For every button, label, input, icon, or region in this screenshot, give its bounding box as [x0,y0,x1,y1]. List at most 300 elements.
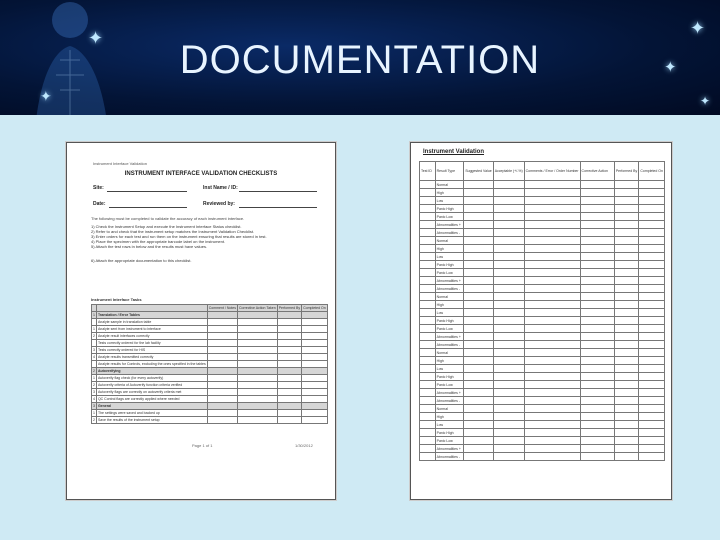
table-cell [493,325,524,333]
result-type-cell: High [435,357,464,365]
table-cell [464,333,493,341]
table-cell [524,277,580,285]
row-number: 3 [93,390,95,394]
table-cell [524,317,580,325]
table-cell [493,189,524,197]
date-line [109,207,187,208]
table-cell [493,285,524,293]
column-header: Acceptable (+/-%) [493,162,524,181]
table-cell [493,453,524,461]
table-cell [580,349,614,357]
table-cell [580,333,614,341]
table-cell [580,245,614,253]
table-row [420,325,665,333]
table-cell [493,317,524,325]
table-cell [580,269,614,277]
table-cell [524,325,580,333]
table-cell [464,373,493,381]
table-cell [639,277,665,285]
table-cell [420,445,436,453]
row-label: Save the results of the instrument setup [96,417,207,424]
table-cell [524,445,580,453]
table-cell [524,365,580,373]
table-cell [639,365,665,373]
table-cell [639,237,665,245]
table-cell [524,421,580,429]
table-row [420,301,665,309]
table-cell [493,373,524,381]
table-cell [614,453,639,461]
result-type-cell: Panic Low [435,381,464,389]
result-type-cell: Panic Low [435,325,464,333]
table-cell [420,221,436,229]
table-cell [580,437,614,445]
table-cell [420,317,436,325]
table-cell [614,349,639,357]
table-cell [580,317,614,325]
result-type-cell: Panic High [435,373,464,381]
table-cell [614,205,639,213]
row-number: 4 [93,397,95,401]
result-type-cell: High [435,413,464,421]
table-row [420,213,665,221]
table-cell [464,453,493,461]
table-cell [639,381,665,389]
table-cell [493,213,524,221]
doc2-title: Instrument Validation [423,149,485,155]
table-cell [639,253,665,261]
table-cell [580,397,614,405]
table-cell [524,205,580,213]
table-cell [639,357,665,365]
result-type-cell: Low [435,197,464,205]
table-cell [420,189,436,197]
table-cell [580,389,614,397]
table-cell [493,405,524,413]
table-row [92,375,328,382]
table-cell [524,309,580,317]
result-type-cell: Low [435,365,464,373]
table-cell [464,261,493,269]
result-type-cell: Panic Low [435,213,464,221]
table-row [420,261,665,269]
table-cell [464,421,493,429]
table-cell [464,341,493,349]
row-label: Analyte results for Controls, excluding the ones specified in the tables [97,362,206,366]
table-section-row [92,368,328,375]
table-row [420,229,665,237]
table-cell [580,453,614,461]
table-cell [524,245,580,253]
result-type-cell: Abnormalities + [435,221,464,229]
table-cell [580,277,614,285]
table-cell [420,437,436,445]
table-cell [639,189,665,197]
table-cell [493,437,524,445]
row-label: Analyte sample in translation table [96,319,207,326]
row-number: 2 [93,369,95,373]
step-item: 3) Enter orders for each test and run them on the instrument ensuring that results are stored in test. [91,234,267,239]
table-cell [464,205,493,213]
table-cell [493,229,524,237]
table-cell [639,445,665,453]
table-cell [524,293,580,301]
table-cell [464,405,493,413]
column-header [96,305,207,312]
table-cell [614,285,639,293]
table-cell [464,357,493,365]
table-cell [580,301,614,309]
row-number: 3 [93,404,95,408]
result-type-cell: Panic Low [435,269,464,277]
column-header: Completed On [303,306,326,310]
table-row [92,382,328,389]
row-label: General [96,403,207,410]
row-label: Analyte result interfaces correctly [96,333,207,340]
table-cell [580,261,614,269]
result-type-cell: Abnormalities - [435,341,464,349]
table-row [420,381,665,389]
table-row [420,389,665,397]
table-cell [614,445,639,453]
column-header: Corrective Action [580,162,614,181]
table-cell [493,277,524,285]
table-cell [614,293,639,301]
row-number: 1 [93,411,95,415]
table-header-row [92,305,328,312]
table-row [420,333,665,341]
table-cell [639,453,665,461]
table-cell [493,341,524,349]
site-line [107,191,187,192]
column-header: Performed By [278,306,301,310]
inst-name-line [239,191,317,192]
table-cell [493,181,524,189]
table-cell [420,285,436,293]
result-type-cell: Normal [435,405,464,413]
table-cell [524,261,580,269]
column-header: Test ID [420,162,436,181]
doc1-page-number: Page 1 of 1 [192,443,213,448]
result-type-cell: Panic High [435,205,464,213]
table-cell [524,285,580,293]
table-cell [614,405,639,413]
table-row [420,421,665,429]
table-cell [493,301,524,309]
table-cell [420,197,436,205]
doc1-steps [91,224,316,263]
table-section-row [92,403,328,410]
table-cell [464,429,493,437]
table-cell [420,261,436,269]
step-item: 6) Attach the appropriate documentation to this checklist. [91,258,192,263]
table-cell [524,413,580,421]
table-cell [524,237,580,245]
table-cell [614,181,639,189]
table-row [420,277,665,285]
table-row [420,365,665,373]
column-header: Comments / Error / Order Number [524,162,580,181]
table-cell [493,421,524,429]
table-row [420,453,665,461]
table-cell [639,429,665,437]
row-label: Autoverify flag check (for every autoverify) [96,375,207,382]
table-cell [420,237,436,245]
table-row [420,197,665,205]
table-row [420,293,665,301]
row-number: 1 [93,376,95,380]
table-cell [524,373,580,381]
table-cell [493,365,524,373]
table-cell [493,245,524,253]
table-cell [420,381,436,389]
column-header: Performed By [614,162,639,181]
table-cell [639,285,665,293]
table-cell [524,181,580,189]
table-cell [639,317,665,325]
table-cell [639,269,665,277]
table-row [92,361,328,368]
table-cell [524,229,580,237]
table-cell [524,301,580,309]
table-cell [464,301,493,309]
table-cell [420,429,436,437]
table-section-row [92,312,328,319]
table-cell [614,325,639,333]
row-label: Autoverifying [96,368,207,375]
result-type-cell: High [435,189,464,197]
checklist-table [91,304,328,424]
table-cell [580,365,614,373]
doc1-footer-date: 1/30/2012 [295,443,313,448]
table-cell [524,437,580,445]
table-cell [614,189,639,197]
table-row [92,396,328,403]
validation-grid-document-image [410,142,672,500]
table-cell [580,309,614,317]
table-cell [420,229,436,237]
table-cell [524,389,580,397]
table-cell [614,437,639,445]
table-cell [614,237,639,245]
result-type-cell: Normal [435,293,464,301]
table-cell [493,253,524,261]
table-cell [614,309,639,317]
table-cell [614,197,639,205]
table-cell [614,381,639,389]
result-type-cell: Abnormalities - [435,397,464,405]
sparkle-icon: ✦ [700,94,711,108]
table-cell [614,373,639,381]
table-row [420,437,665,445]
table-cell [464,413,493,421]
table-cell [524,405,580,413]
table-cell [420,341,436,349]
table-cell [420,453,436,461]
table-cell [639,325,665,333]
sparkle-icon: ✦ [40,88,52,104]
table-cell [580,213,614,221]
table-cell [420,357,436,365]
site-label: Site: [93,185,104,191]
table-cell [493,389,524,397]
table-cell [639,309,665,317]
table-cell [580,445,614,453]
table-cell [464,381,493,389]
result-type-cell: Abnormalities - [435,285,464,293]
table-cell [464,197,493,205]
table-cell [580,357,614,365]
table-cell [639,301,665,309]
table-cell [464,213,493,221]
row-number: 4 [93,355,95,359]
row-number: 1 [93,313,95,317]
table-cell [580,405,614,413]
reviewed-by-line [239,207,317,208]
table-cell [493,205,524,213]
table-cell [420,205,436,213]
table-cell [420,325,436,333]
table-cell [464,245,493,253]
table-cell [524,333,580,341]
doc1-intro: The following must be completed to validate the accuracy of each instrument interface. [91,216,245,221]
table-cell [493,429,524,437]
result-type-cell: High [435,301,464,309]
table-cell [614,341,639,349]
table-cell [464,445,493,453]
table-cell [420,293,436,301]
table-cell [420,421,436,429]
table-cell [580,253,614,261]
table-row [420,413,665,421]
result-type-cell: Low [435,421,464,429]
table-row [92,340,328,347]
table-row [420,445,665,453]
table-cell [639,341,665,349]
table-cell [464,325,493,333]
table-cell [464,397,493,405]
table-row [420,405,665,413]
table-header-row [420,162,665,181]
table-cell [614,389,639,397]
result-type-cell: Abnormalities + [435,277,464,285]
table-cell [639,245,665,253]
table-cell [464,181,493,189]
step-item: 4) Place the specimen with the appropriate barcode label on the instrument. [91,239,226,244]
result-type-cell: Normal [435,181,464,189]
table-row [420,341,665,349]
table-cell [639,421,665,429]
date-label: Date: [93,201,106,207]
table-cell [580,221,614,229]
result-type-cell: Abnormalities - [435,229,464,237]
table-cell [639,213,665,221]
table-row [420,349,665,357]
table-cell [420,373,436,381]
table-cell [464,437,493,445]
table-row [92,417,328,424]
table-cell [614,317,639,325]
table-cell [614,269,639,277]
table-row [420,373,665,381]
table-cell [580,285,614,293]
table-row [420,205,665,213]
row-label: QC Control flags are correctly applied where needed [96,396,207,403]
slide-banner [0,0,720,115]
table-cell [614,253,639,261]
result-type-cell: Panic Low [435,437,464,445]
table-cell [639,197,665,205]
table-cell [493,309,524,317]
table-cell [524,397,580,405]
table-cell [580,197,614,205]
result-type-cell: High [435,245,464,253]
table-cell [639,333,665,341]
checklist-document-image [66,142,336,500]
column-header: Corrective Action Taken [238,306,276,310]
table-cell [524,381,580,389]
table-cell [639,181,665,189]
result-type-cell: Panic High [435,429,464,437]
table-row [420,429,665,437]
table-cell [524,197,580,205]
table-cell [464,389,493,397]
table-cell [464,221,493,229]
table-row [420,221,665,229]
table-cell [580,373,614,381]
table-cell [464,237,493,245]
table-row [420,245,665,253]
table-cell [464,349,493,357]
table-cell [493,413,524,421]
table-cell [639,437,665,445]
column-header: Comment / Notes [208,306,236,310]
table-cell [493,397,524,405]
table-cell [524,213,580,221]
table-cell [580,381,614,389]
table-cell [420,213,436,221]
table-cell [524,253,580,261]
table-cell [524,221,580,229]
table-cell [464,277,493,285]
row-number: 2 [93,418,95,422]
table-cell [639,405,665,413]
table-cell [639,373,665,381]
table-cell [420,245,436,253]
table-cell [580,181,614,189]
doc1-title: INSTRUMENT INTERFACE VALIDATION CHECKLISTS [124,171,278,177]
column-header: Suggested Value [464,162,493,181]
table-cell [524,269,580,277]
table-cell [420,349,436,357]
table-cell [639,293,665,301]
table-cell [639,261,665,269]
table-cell [524,349,580,357]
table-cell [493,349,524,357]
table-cell [580,413,614,421]
table-cell [420,413,436,421]
table-cell [420,253,436,261]
table-row [92,389,328,396]
doc1-header: Instrument Interface Validation [93,161,147,166]
table-row [92,347,328,354]
table-cell [493,293,524,301]
table-cell [580,189,614,197]
table-cell [464,365,493,373]
result-type-cell: Low [435,253,464,261]
table-cell [524,429,580,437]
table-cell [639,349,665,357]
